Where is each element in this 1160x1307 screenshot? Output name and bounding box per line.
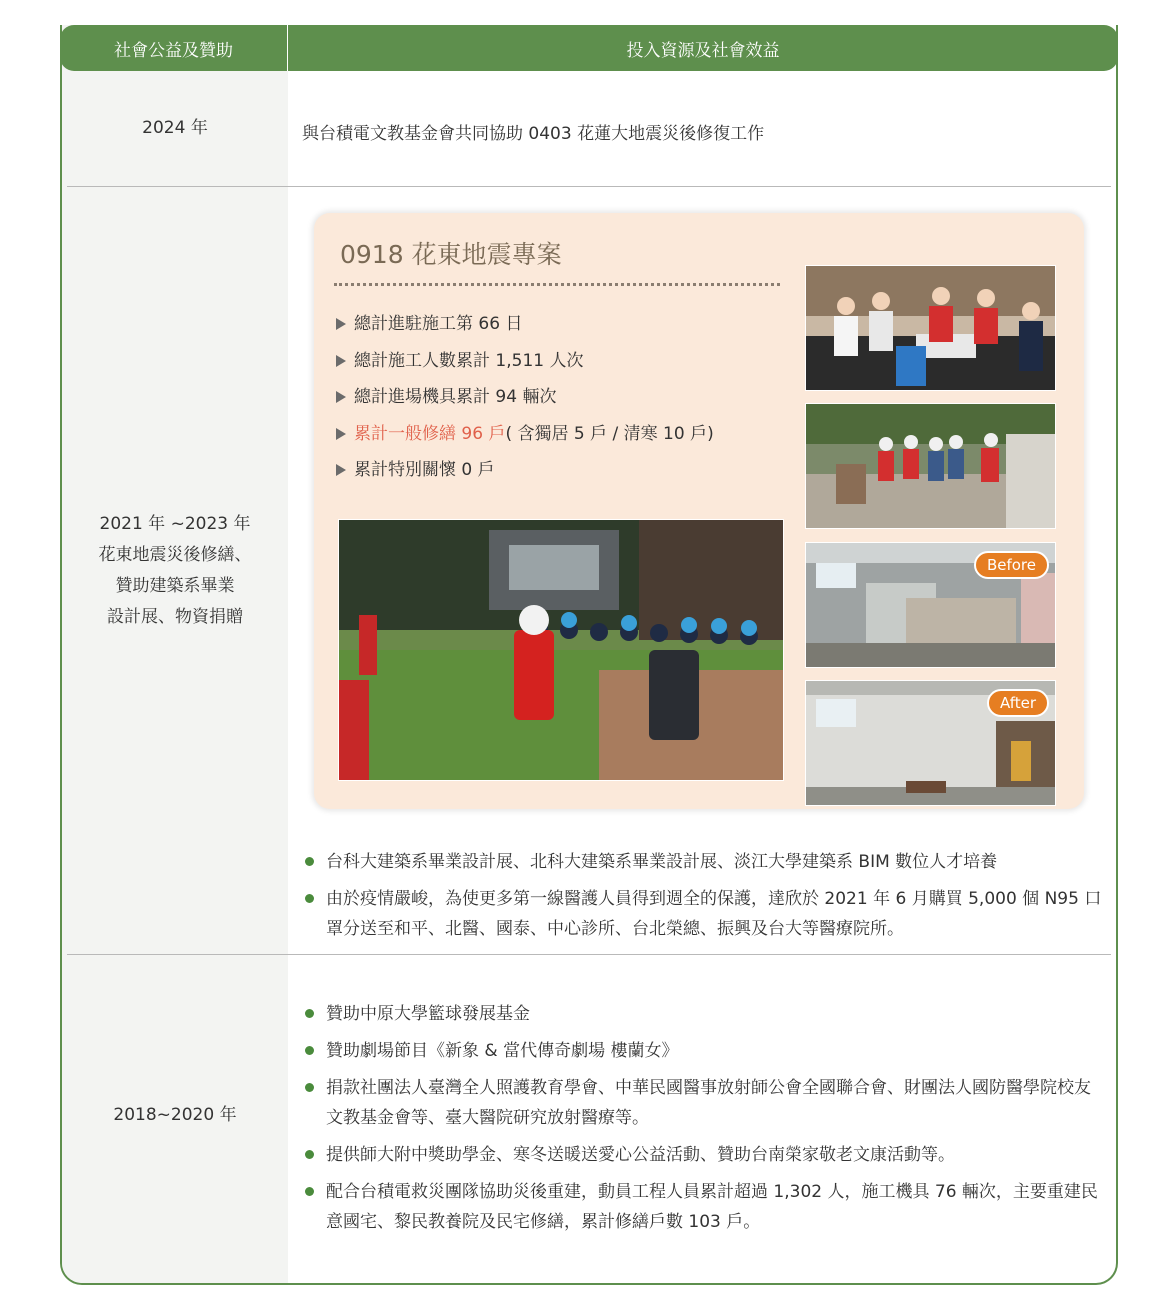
- year-line: 2021 年 ~2023 年: [99, 514, 251, 534]
- list-item: 配合台積電救災團隊協助災後重建，動員工程人員累計超過 1,302 人，施工機具 76 輛次，主要重建民意國宅、黎民教養院及民宅修繕，累計修繕戶數 103 戶。: [304, 1177, 1104, 1237]
- list-item: 贊助中原大學籃球發展基金: [304, 999, 1104, 1029]
- site-visit-photo: [805, 403, 1056, 529]
- bullet-list: [304, 999, 1104, 1237]
- item-text: ( 含獨居 5 戶 / 清寒 10 戶): [505, 423, 714, 444]
- bullet-list: [304, 847, 1104, 944]
- list-item: 由於疫情嚴峻，為使更多第一線醫護人員得到週全的保護，達欣於 2021 年 6 月購買 5,000 個 N95 口罩分送至和平、北醫、國泰、中心診所、台北榮總、振興及台大等醫療院所。: [304, 884, 1104, 944]
- triangle-bullet-icon: [336, 428, 346, 440]
- item-highlight: 累計一般修繕 96 戶: [354, 423, 506, 444]
- project-card: [314, 213, 1084, 809]
- row-year: 2018~2020 年: [113, 1105, 237, 1125]
- list-item: 捐款社團法人臺灣全人照護教育學會、中華民國醫事放射師公會全國聯合會、財團法人國防醫學院校友文教基金會等、臺大醫院研究放射醫療等。: [304, 1073, 1104, 1133]
- triangle-bullet-icon: [336, 391, 346, 403]
- year-line: 贊助建築系畢業: [115, 576, 235, 596]
- list-item: 台科大建築系畢業設計展、北科大建築系畢業設計展、淡江大學建築系 BIM 數位人才培養: [304, 847, 1104, 877]
- list-item: [336, 343, 714, 380]
- triangle-bullet-icon: [336, 464, 346, 476]
- meeting-photo: [805, 265, 1056, 391]
- before-badge: Before: [974, 551, 1049, 579]
- row-year: [62, 509, 288, 633]
- project-stats: [336, 306, 714, 489]
- item-text: 總計施工人數累計 1,511 人次: [354, 350, 584, 371]
- triangle-bullet-icon: [336, 318, 346, 330]
- dotted-divider: [334, 283, 780, 286]
- header-col1: 社會公益及贊助: [60, 25, 288, 71]
- header-col2: 投入資源及社會效益: [626, 40, 780, 61]
- row-year: 2024 年: [142, 118, 208, 138]
- csr-table: [60, 25, 1118, 1285]
- list-item: 贊助劇場節目《新象 & 當代傳奇劇場 樓蘭女》: [304, 1036, 1104, 1066]
- after-photo: [805, 680, 1056, 806]
- table-header: [60, 25, 1118, 71]
- year-line: 設計展、物資捐贈: [107, 607, 243, 627]
- row-text: 與台積電文教基金會共同協助 0403 花蓮大地震災後修復工作: [302, 124, 765, 144]
- item-text: 總計進駐施工第 66 日: [354, 314, 523, 334]
- triangle-bullet-icon: [336, 355, 346, 367]
- group-photo: [338, 519, 784, 781]
- list-item: [336, 306, 714, 343]
- list-item: [336, 416, 714, 453]
- after-badge: After: [987, 689, 1049, 717]
- list-item: [336, 452, 714, 489]
- item-text: 累計特別關懷 0 戶: [354, 460, 495, 480]
- row-2024: [62, 71, 1116, 187]
- list-item: 提供師大附中獎助學金、寒冬送暖送愛心公益活動、贊助台南榮家敬老文康活動等。: [304, 1140, 1104, 1170]
- year-line: 花東地震災後修繕、: [98, 545, 252, 565]
- item-text: 總計進場機具累計 94 輛次: [354, 387, 557, 407]
- project-title: 0918 花東地震專案: [340, 240, 562, 269]
- before-photo: [805, 542, 1056, 668]
- list-item: [336, 379, 714, 416]
